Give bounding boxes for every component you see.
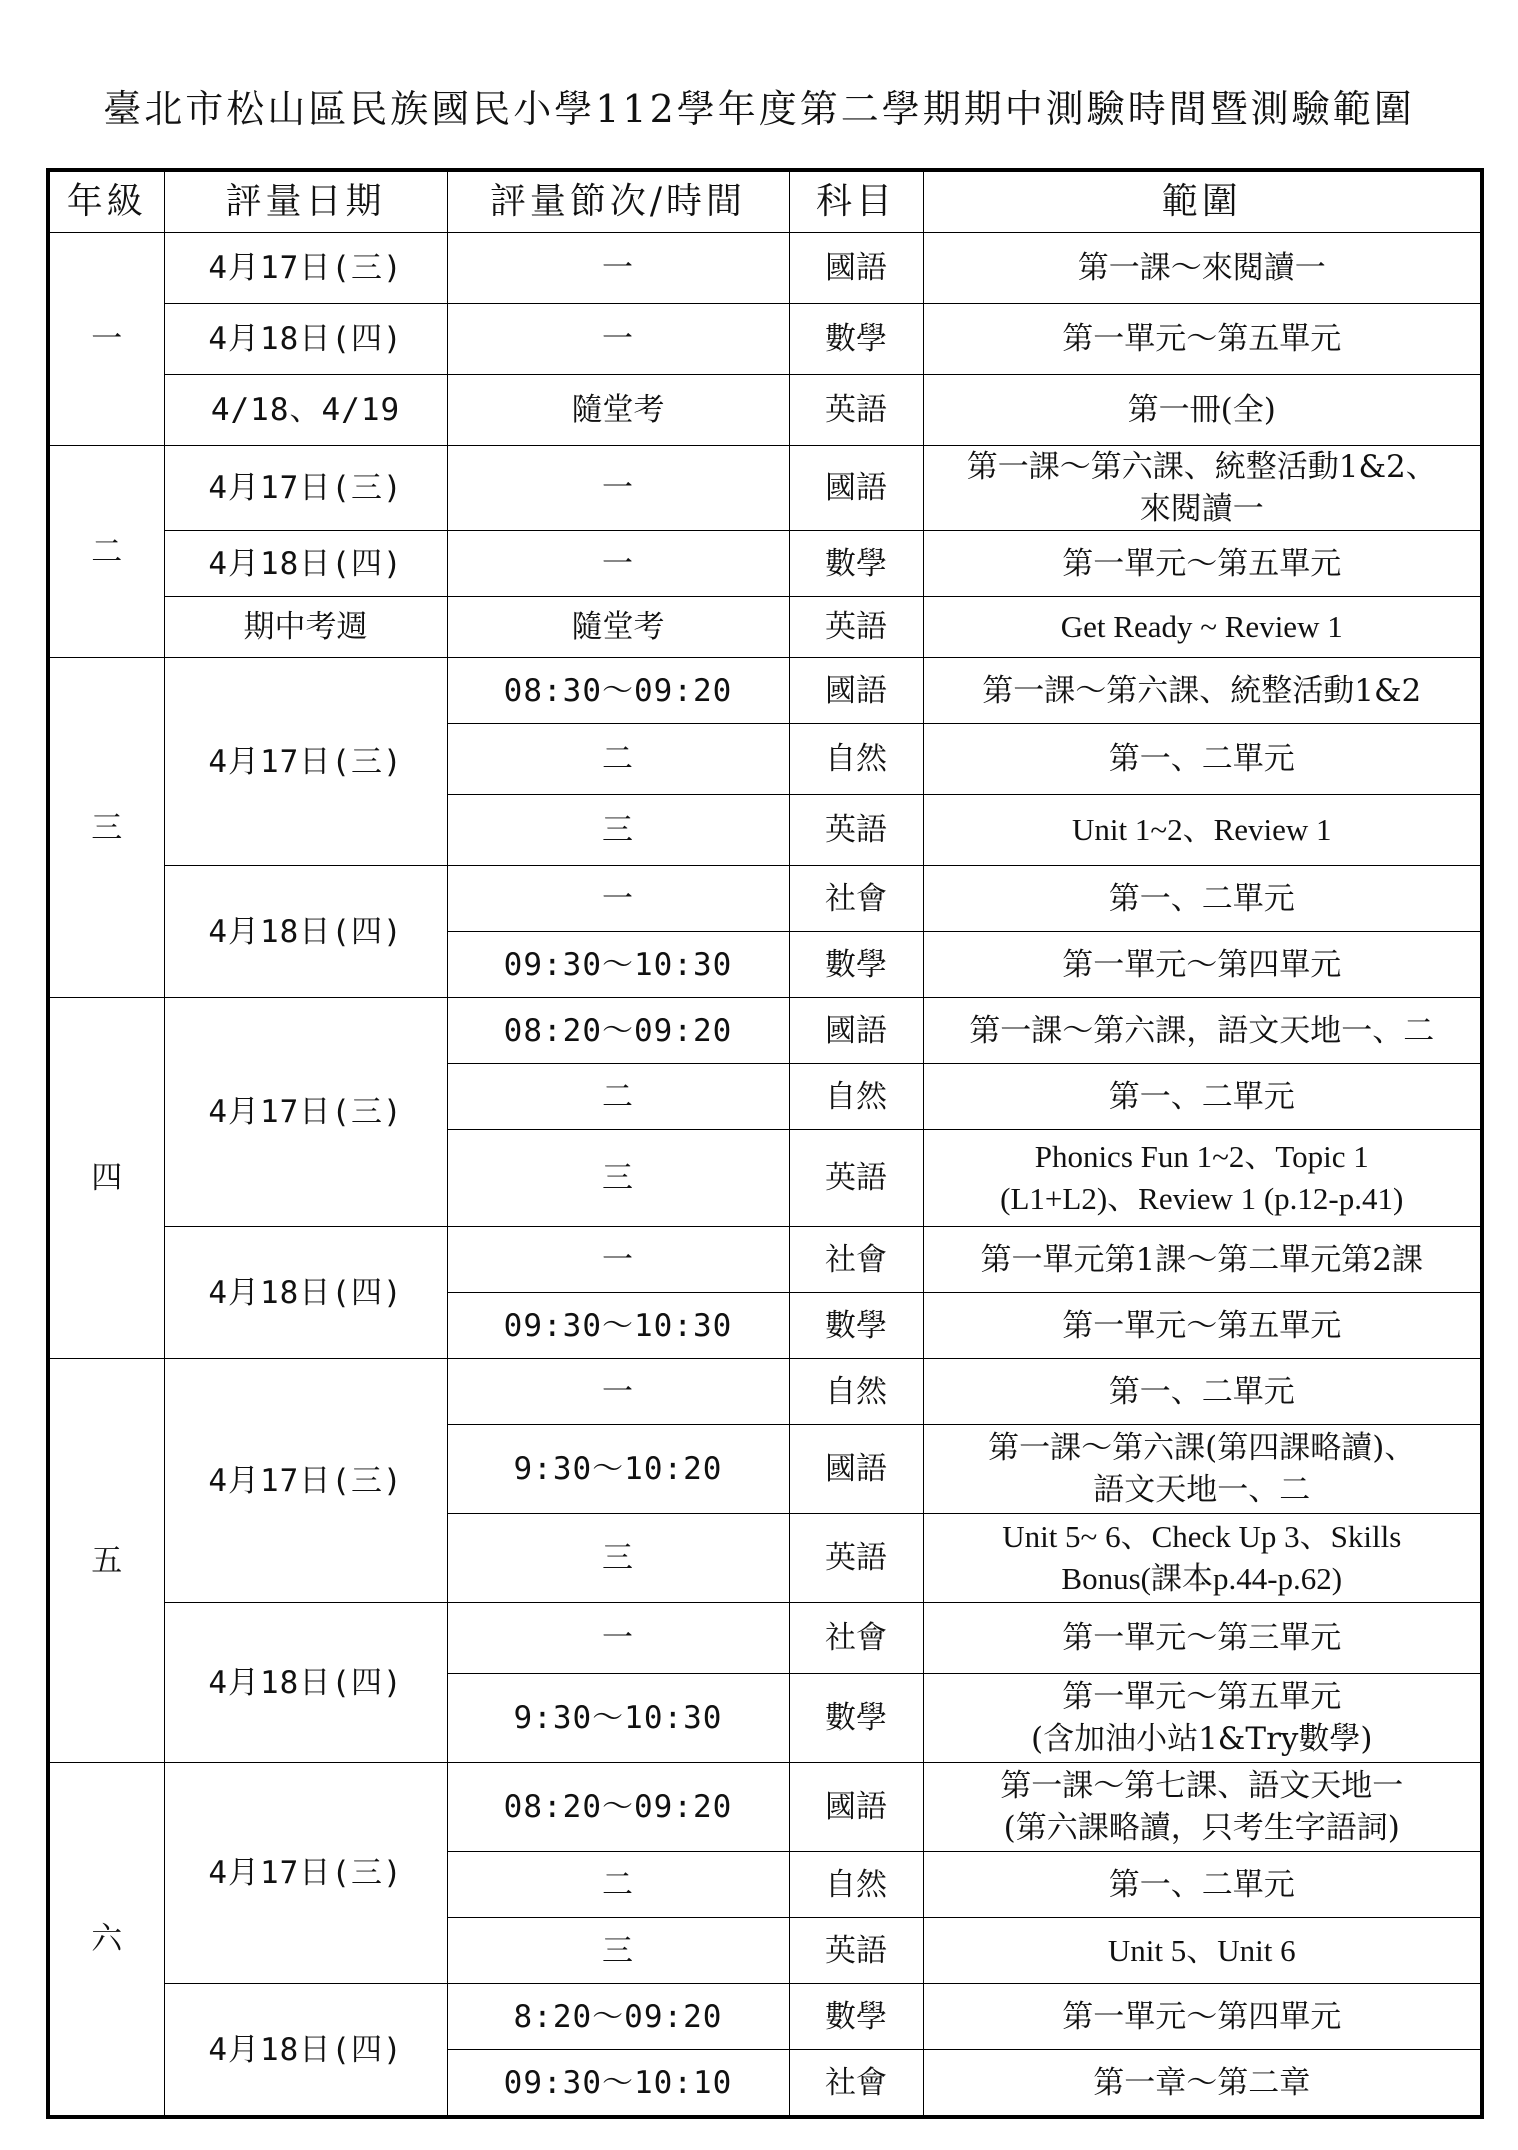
subject-cell: 社會 xyxy=(789,866,923,932)
subject-cell: 國語 xyxy=(789,233,923,304)
date-cell: 4月18日(四) xyxy=(164,304,447,375)
subject-cell: 國語 xyxy=(789,1425,923,1514)
scope-cell: 第一、二單元 xyxy=(923,724,1482,795)
table-row xyxy=(48,866,1482,932)
subject-cell: 社會 xyxy=(789,1603,923,1674)
exam-schedule-table xyxy=(46,168,1484,2119)
scope-line: (含加油小站1&Try數學) xyxy=(1030,1721,1373,1757)
subject-cell: 英語 xyxy=(789,1918,923,1984)
session-cell: 一 xyxy=(447,1227,789,1293)
scope-cell: Unit 5、Unit 6 xyxy=(923,1918,1482,1984)
session-cell: 三 xyxy=(447,795,789,866)
scope-cell: 第一單元第1課～第二單元第2課 xyxy=(923,1227,1482,1293)
header-subject: 科目 xyxy=(789,170,923,233)
grade-cell: 一 xyxy=(48,233,164,446)
grade-cell: 四 xyxy=(48,998,164,1359)
session-cell: 一 xyxy=(447,446,789,531)
table-row xyxy=(48,1763,1482,1852)
subject-cell: 社會 xyxy=(789,1227,923,1293)
table-row xyxy=(48,998,1482,1064)
scope-line: 第一單元～第五單元 xyxy=(1062,1679,1342,1715)
scope-line: (L1+L2)、Review 1 (p.12-p.41) xyxy=(1000,1181,1404,1216)
session-cell: 09:30～10:30 xyxy=(447,1293,789,1359)
scope-cell: 第一、二單元 xyxy=(923,866,1482,932)
subject-cell: 數學 xyxy=(789,932,923,998)
session-cell: 一 xyxy=(447,1603,789,1674)
scope-cell xyxy=(923,1425,1482,1514)
date-cell: 4月17日(三) xyxy=(164,1763,447,1984)
table-row xyxy=(48,1984,1482,2050)
session-cell: 一 xyxy=(447,1359,789,1425)
subject-cell: 國語 xyxy=(789,1763,923,1852)
subject-cell: 英語 xyxy=(789,1514,923,1603)
date-cell: 4月17日(三) xyxy=(164,998,447,1227)
date-cell: 4/18、4/19 xyxy=(164,375,447,446)
session-cell: 二 xyxy=(447,1852,789,1918)
subject-cell: 數學 xyxy=(789,531,923,597)
table-row xyxy=(48,375,1482,446)
scope-line: Phonics Fun 1~2、Topic 1 xyxy=(1034,1139,1369,1174)
date-cell: 4月17日(三) xyxy=(164,1359,447,1603)
session-cell: 一 xyxy=(447,304,789,375)
grade-cell: 五 xyxy=(48,1359,164,1763)
session-cell: 二 xyxy=(447,724,789,795)
scope-line: 第一課～第七課、語文天地一 xyxy=(1000,1768,1404,1804)
scope-line: 來閱讀一 xyxy=(1139,491,1264,527)
scope-cell: Unit 1~2、Review 1 xyxy=(923,795,1482,866)
table-row xyxy=(48,304,1482,375)
scope-cell: 第一單元～第五單元 xyxy=(923,1293,1482,1359)
scope-cell xyxy=(923,1130,1482,1227)
scope-cell: Get Ready ~ Review 1 xyxy=(923,597,1482,658)
date-cell: 4月18日(四) xyxy=(164,531,447,597)
session-cell: 隨堂考 xyxy=(447,375,789,446)
scope-cell xyxy=(923,446,1482,531)
subject-cell: 自然 xyxy=(789,724,923,795)
subject-cell: 國語 xyxy=(789,658,923,724)
scope-cell: 第一單元～第四單元 xyxy=(923,932,1482,998)
session-cell: 08:20～09:20 xyxy=(447,998,789,1064)
scope-cell: 第一、二單元 xyxy=(923,1852,1482,1918)
header-row xyxy=(48,170,1482,233)
table-row xyxy=(48,446,1482,531)
scope-line: 語文天地一、二 xyxy=(1093,1472,1311,1508)
subject-cell: 國語 xyxy=(789,446,923,531)
session-cell: 9:30～10:20 xyxy=(447,1425,789,1514)
scope-cell: 第一章～第二章 xyxy=(923,2050,1482,2118)
subject-cell: 自然 xyxy=(789,1852,923,1918)
scope-cell: 第一冊(全) xyxy=(923,375,1482,446)
scope-line: (第六課略讀，只考生字語詞) xyxy=(1003,1810,1400,1846)
date-cell: 4月17日(三) xyxy=(164,233,447,304)
scope-line: 第一課～第六課、統整活動1&2、 xyxy=(966,449,1437,485)
date-cell: 4月18日(四) xyxy=(164,1227,447,1359)
table-row xyxy=(48,1227,1482,1293)
scope-cell xyxy=(923,1514,1482,1603)
subject-cell: 英語 xyxy=(789,375,923,446)
subject-cell: 自然 xyxy=(789,1359,923,1425)
table-row xyxy=(48,1603,1482,1674)
session-cell: 09:30～10:30 xyxy=(447,932,789,998)
scope-cell: 第一單元～第四單元 xyxy=(923,1984,1482,2050)
subject-cell: 數學 xyxy=(789,1293,923,1359)
scope-cell: 第一單元～第五單元 xyxy=(923,304,1482,375)
scope-cell: 第一、二單元 xyxy=(923,1359,1482,1425)
subject-cell: 英語 xyxy=(789,795,923,866)
session-cell: 9:30～10:30 xyxy=(447,1674,789,1763)
page-title: 臺北市松山區民族國民小學112學年度第二學期期中測驗時間暨測驗範圍 xyxy=(103,87,1415,131)
scope-cell: 第一課～第六課，語文天地一、二 xyxy=(923,998,1482,1064)
session-cell: 隨堂考 xyxy=(447,597,789,658)
scope-cell: 第一課～第六課、統整活動1&2 xyxy=(923,658,1482,724)
subject-cell: 數學 xyxy=(789,1984,923,2050)
table-row xyxy=(48,1359,1482,1425)
subject-cell: 英語 xyxy=(789,597,923,658)
date-cell: 4月18日(四) xyxy=(164,1984,447,2118)
date-cell: 4月17日(三) xyxy=(164,446,447,531)
table-row xyxy=(48,658,1482,724)
scope-cell xyxy=(923,1763,1482,1852)
subject-cell: 社會 xyxy=(789,2050,923,2118)
session-cell: 二 xyxy=(447,1064,789,1130)
table-row xyxy=(48,531,1482,597)
date-cell: 期中考週 xyxy=(164,597,447,658)
scope-cell xyxy=(923,1674,1482,1763)
table-row xyxy=(48,233,1482,304)
scope-cell: 第一單元～第五單元 xyxy=(923,531,1482,597)
session-cell: 08:20～09:20 xyxy=(447,1763,789,1852)
grade-cell: 二 xyxy=(48,446,164,658)
grade-cell: 三 xyxy=(48,658,164,998)
header-scope: 範圍 xyxy=(923,170,1482,233)
scope-cell: 第一課～來閱讀一 xyxy=(923,233,1482,304)
session-cell: 三 xyxy=(447,1918,789,1984)
scope-line: 第一課～第六課(第四課略讀)、 xyxy=(988,1430,1416,1466)
date-cell: 4月17日(三) xyxy=(164,658,447,866)
subject-cell: 英語 xyxy=(789,1130,923,1227)
scope-cell: 第一單元～第三單元 xyxy=(923,1603,1482,1674)
session-cell: 09:30～10:10 xyxy=(447,2050,789,2118)
session-cell: 08:30～09:20 xyxy=(447,658,789,724)
header-session: 評量節次/時間 xyxy=(447,170,789,233)
session-cell: 一 xyxy=(447,866,789,932)
session-cell: 三 xyxy=(447,1514,789,1603)
session-cell: 一 xyxy=(447,531,789,597)
subject-cell: 自然 xyxy=(789,1064,923,1130)
subject-cell: 數學 xyxy=(789,1674,923,1763)
subject-cell: 數學 xyxy=(789,304,923,375)
scope-line: Bonus(課本p.44-p.62) xyxy=(1061,1561,1343,1596)
session-cell: 三 xyxy=(447,1130,789,1227)
scope-line: Unit 5~ 6、Check Up 3、Skills xyxy=(1002,1519,1402,1554)
grade-cell: 六 xyxy=(48,1763,164,2118)
header-date: 評量日期 xyxy=(164,170,447,233)
header-grade: 年級 xyxy=(48,170,164,233)
date-cell: 4月18日(四) xyxy=(164,1603,447,1763)
table-row xyxy=(48,597,1482,658)
date-cell: 4月18日(四) xyxy=(164,866,447,998)
scope-cell: 第一、二單元 xyxy=(923,1064,1482,1130)
subject-cell: 國語 xyxy=(789,998,923,1064)
session-cell: 8:20～09:20 xyxy=(447,1984,789,2050)
session-cell: 一 xyxy=(447,233,789,304)
